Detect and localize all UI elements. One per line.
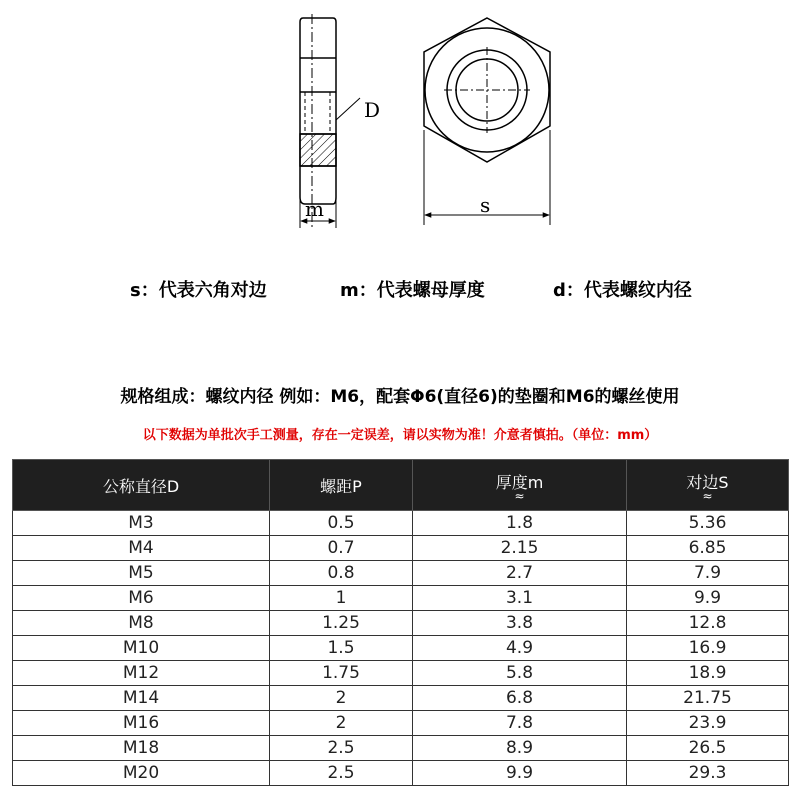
cell-nominal-diameter: M20 [13,761,270,786]
table-row [13,761,789,786]
cell-thickness: 1.8 [413,511,627,536]
table-row [13,736,789,761]
cell-across-flats: 9.9 [627,586,789,611]
table-row [13,711,789,736]
cell-nominal-diameter: M3 [13,511,270,536]
spec-note: 规格组成：螺纹内径 例如：M6，配套Φ6(直径6)的垫圈和M6的螺丝使用 [120,387,680,407]
cell-nominal-diameter: M10 [13,636,270,661]
cell-pitch: 1.25 [270,611,413,636]
table-row [13,686,789,711]
legend [0,272,800,304]
header-nominal-diameter: 公称直径D [13,460,270,511]
cell-nominal-diameter: M18 [13,736,270,761]
legend-d: d：代表螺纹内径 [553,280,692,301]
cell-thickness: 9.9 [413,761,627,786]
cell-pitch: 2 [270,711,413,736]
cell-across-flats: 21.75 [627,686,789,711]
cell-across-flats: 26.5 [627,736,789,761]
cell-across-flats: 23.9 [627,711,789,736]
measurement-warning: 以下数据为单批次手工测量，存在一定误差，请以实物为准！介意者慎拍。（单位：mm） [142,428,658,443]
cell-thickness: 3.8 [413,611,627,636]
cell-nominal-diameter: M8 [13,611,270,636]
label-m: m [305,197,324,221]
spec-table [12,459,789,786]
header-pitch: 螺距P [270,460,413,511]
cell-across-flats: 6.85 [627,536,789,561]
approx-symbol: ≈ [702,488,713,503]
cell-pitch: 1.75 [270,661,413,686]
table-row [13,586,789,611]
cell-pitch: 0.5 [270,511,413,536]
approx-symbol: ≈ [514,488,525,503]
table-header-row [13,460,789,511]
cell-pitch: 2 [270,686,413,711]
cell-thickness: 2.15 [413,536,627,561]
cell-across-flats: 7.9 [627,561,789,586]
cell-pitch: 0.8 [270,561,413,586]
cell-thickness: 3.1 [413,586,627,611]
cell-nominal-diameter: M4 [13,536,270,561]
cell-across-flats: 12.8 [627,611,789,636]
table-row [13,511,789,536]
legend-m: m：代表螺母厚度 [340,280,485,301]
cell-thickness: 2.7 [413,561,627,586]
cell-nominal-diameter: M5 [13,561,270,586]
cell-nominal-diameter: M14 [13,686,270,711]
hex-nut-drawing [0,0,800,250]
header-across-flats: 对边S ≈ [627,460,789,511]
cell-thickness: 4.9 [413,636,627,661]
cell-pitch: 1.5 [270,636,413,661]
label-s: s [480,193,491,217]
cell-nominal-diameter: M16 [13,711,270,736]
cell-thickness: 8.9 [413,736,627,761]
table-row [13,661,789,686]
cell-pitch: 1 [270,586,413,611]
header-thickness: 厚度m ≈ [413,460,627,511]
cell-across-flats: 5.36 [627,511,789,536]
cell-pitch: 2.5 [270,761,413,786]
cell-across-flats: 29.3 [627,761,789,786]
cell-thickness: 7.8 [413,711,627,736]
side-view [300,14,360,228]
cell-nominal-diameter: M6 [13,586,270,611]
table-row [13,636,789,661]
table-body [13,511,789,786]
cell-across-flats: 18.9 [627,661,789,686]
cell-nominal-diameter: M12 [13,661,270,686]
legend-s: s：代表六角对边 [130,280,267,301]
label-d: D [364,98,381,122]
cell-thickness: 5.8 [413,661,627,686]
table-row [13,561,789,586]
cell-pitch: 0.7 [270,536,413,561]
table-row [13,611,789,636]
cell-thickness: 6.8 [413,686,627,711]
table-row [13,536,789,561]
cell-across-flats: 16.9 [627,636,789,661]
cell-pitch: 2.5 [270,736,413,761]
